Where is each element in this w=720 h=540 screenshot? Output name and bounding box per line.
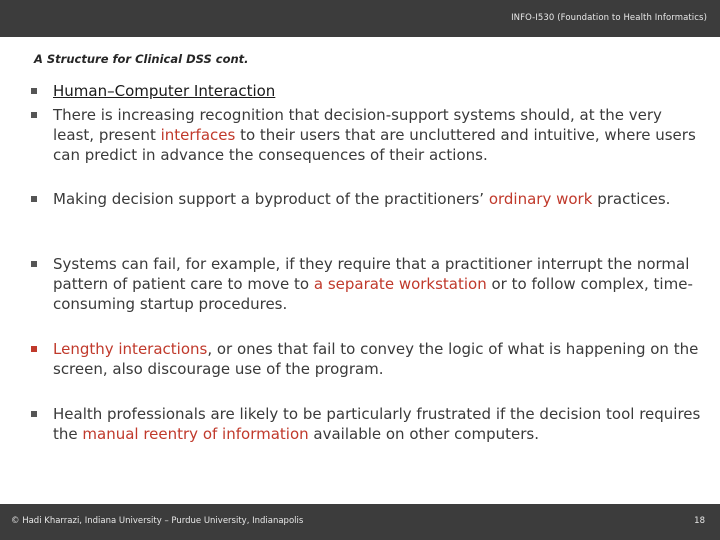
bullet-manual-reentry — [31, 404, 701, 444]
course-title: INFO-I530 (Foundation to Health Informatics) — [511, 13, 707, 23]
bullet-separate-workstation — [31, 254, 701, 314]
bullet-interfaces — [31, 105, 701, 165]
header-bar — [0, 0, 720, 37]
highlight-text: a separate workstation — [313, 275, 487, 293]
bullet-square-icon — [31, 88, 37, 94]
highlight-text: ordinary work — [488, 190, 593, 208]
bullet-square-icon — [31, 196, 37, 202]
bullet-ordinary-work — [31, 189, 701, 209]
bullet-text: Making decision support a byproduct of the practitioners’ ordinary work practices. — [53, 190, 671, 208]
slide-title: A Structure for Clinical DSS cont. — [34, 52, 249, 66]
highlight-text: manual reentry of information — [82, 425, 309, 443]
bullet-lengthy-interactions — [31, 339, 701, 379]
bullet-heading — [31, 81, 701, 101]
highlight-text: Lengthy interactions — [53, 340, 208, 358]
bullet-text: Health professionals are likely to be particularly frustrated if the decision tool requires the manual reentry of information available on other computers. — [53, 405, 701, 443]
page-number: 18 — [694, 516, 705, 526]
bullet-text: Lengthy interactions, or ones that fail to convey the logic of what is happening on the screen, also discourage use of the program. — [53, 340, 699, 378]
bullet-square-icon — [31, 346, 37, 352]
copyright-text: © Hadi Kharrazi, Indiana University – Purdue University, Indianapolis — [11, 516, 304, 526]
bullet-square-icon — [31, 112, 37, 118]
bullet-square-icon — [31, 411, 37, 417]
footer-bar — [0, 504, 720, 540]
bullet-text: There is increasing recognition that decision-support systems should, at the very least, present interfaces to their users that are uncluttered and intuitive, where users can predict in advance the consequences of their actions. — [53, 106, 696, 164]
bullet-text: Systems can fail, for example, if they require that a practitioner interrupt the normal pattern of patient care to move to a separate workstation or to follow complex, time-consuming startup procedures. — [53, 255, 693, 313]
bullet-text: Human–Computer Interaction — [53, 82, 276, 100]
bullet-square-icon — [31, 261, 37, 267]
highlight-text: interfaces — [160, 126, 236, 144]
